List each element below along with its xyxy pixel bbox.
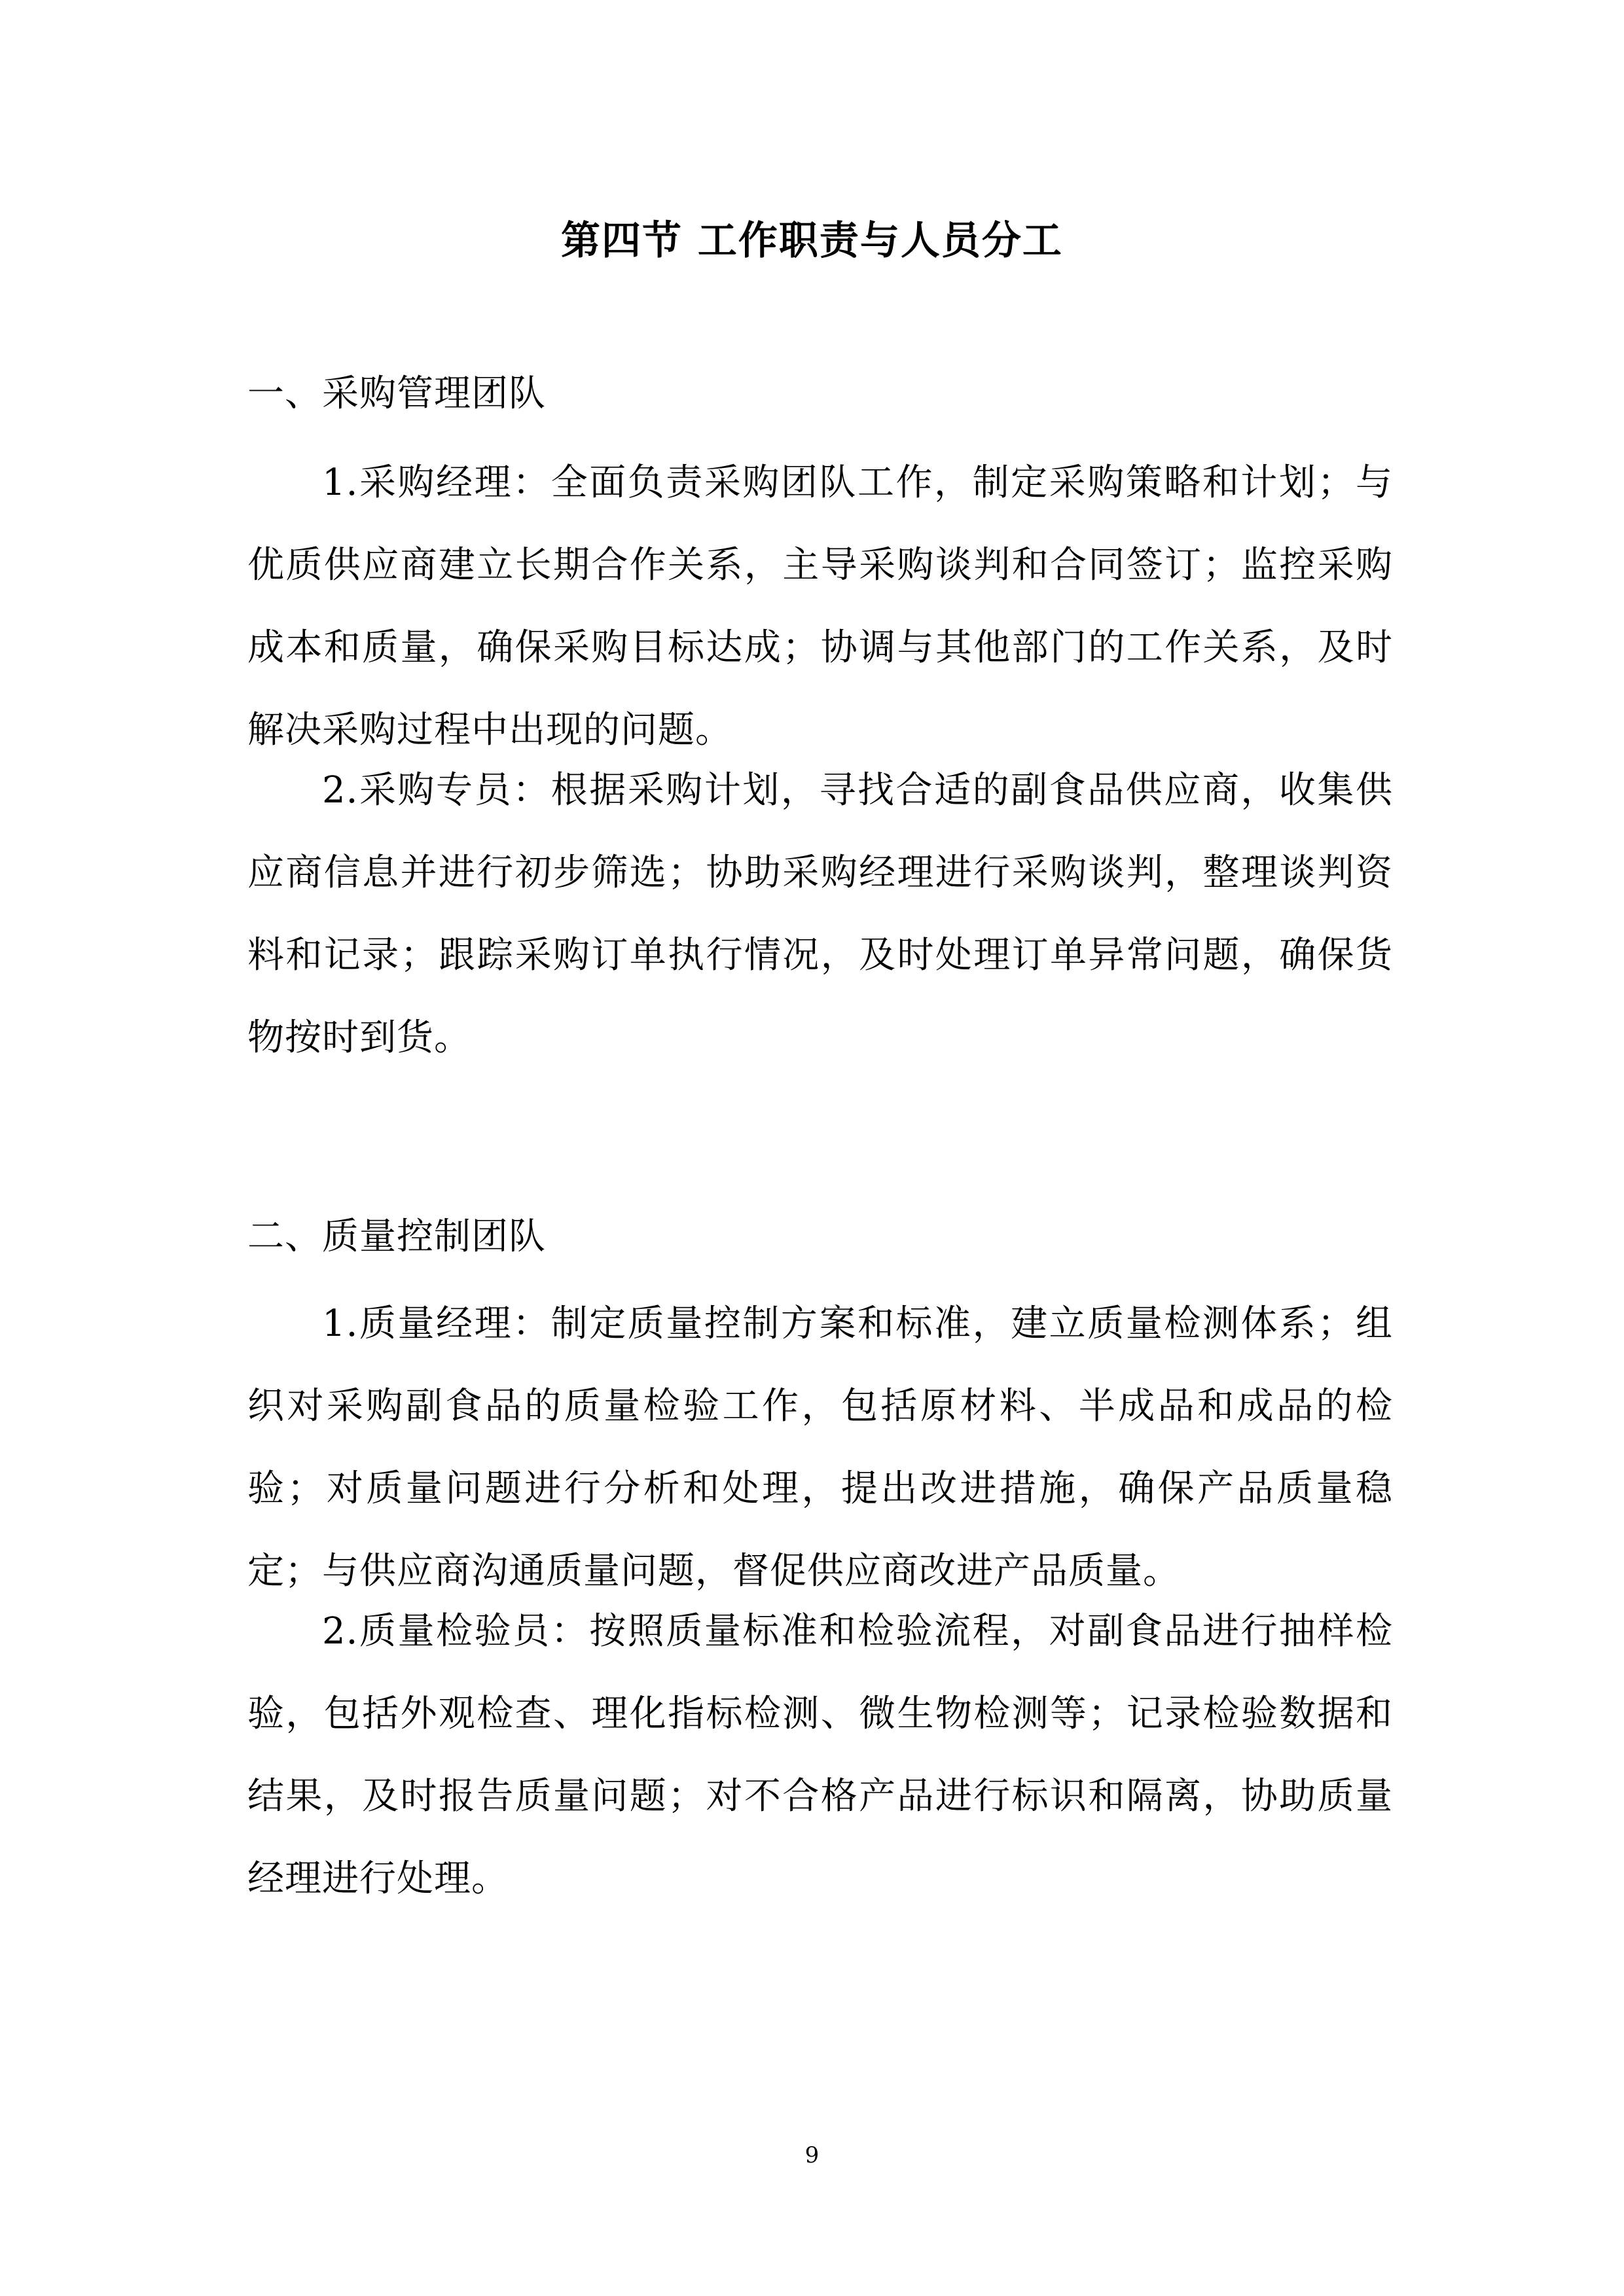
paragraph-procurement-manager: 1.采购经理：全面负责采购团队工作，制定采购策略和计划；与优质供应商建立长期合作关系，主导采购谈判和合同签订；监控采购成本和质量，确保采购目标达成；协调与其他部门的工作关系，及时解决采购过程中出现的问题。 — [247, 461, 1393, 751]
paragraph-quality-manager: 1.质量经理：制定质量控制方案和标准，建立质量检测体系；组织对采购副食品的质量检验工作，包括原材料、半成品和成品的检验；对质量问题进行分析和处理，提出改进措施，确保产品质量稳定；与供应商沟通质量问题，督促供应商改进产品质量。 — [247, 1302, 1393, 1592]
section-heading-procurement: 一、采购管理团队 — [247, 372, 546, 415]
paragraph-quality-inspector: 2.质量检验员：按照质量标准和检验流程，对副食品进行抽样检验，包括外观检查、理化指标检测、微生物检测等；记录检验数据和结果，及时报告质量问题；对不合格产品进行标识和隔离，协助质量经理进行处理。 — [247, 1610, 1393, 1900]
page-number: 9 — [804, 2142, 820, 2168]
paragraph-procurement-specialist: 2.采购专员：根据采购计划，寻找合适的副食品供应商，收集供应商信息并进行初步筛选；协助采购经理进行采购谈判，整理谈判资料和记录；跟踪采购订单执行情况，及时处理订单异常问题，确保货物按时到货。 — [247, 769, 1393, 1059]
page-title: 第四节 工作职责与人员分工 — [561, 218, 1063, 264]
section-heading-quality-control: 二、质量控制团队 — [247, 1215, 546, 1258]
